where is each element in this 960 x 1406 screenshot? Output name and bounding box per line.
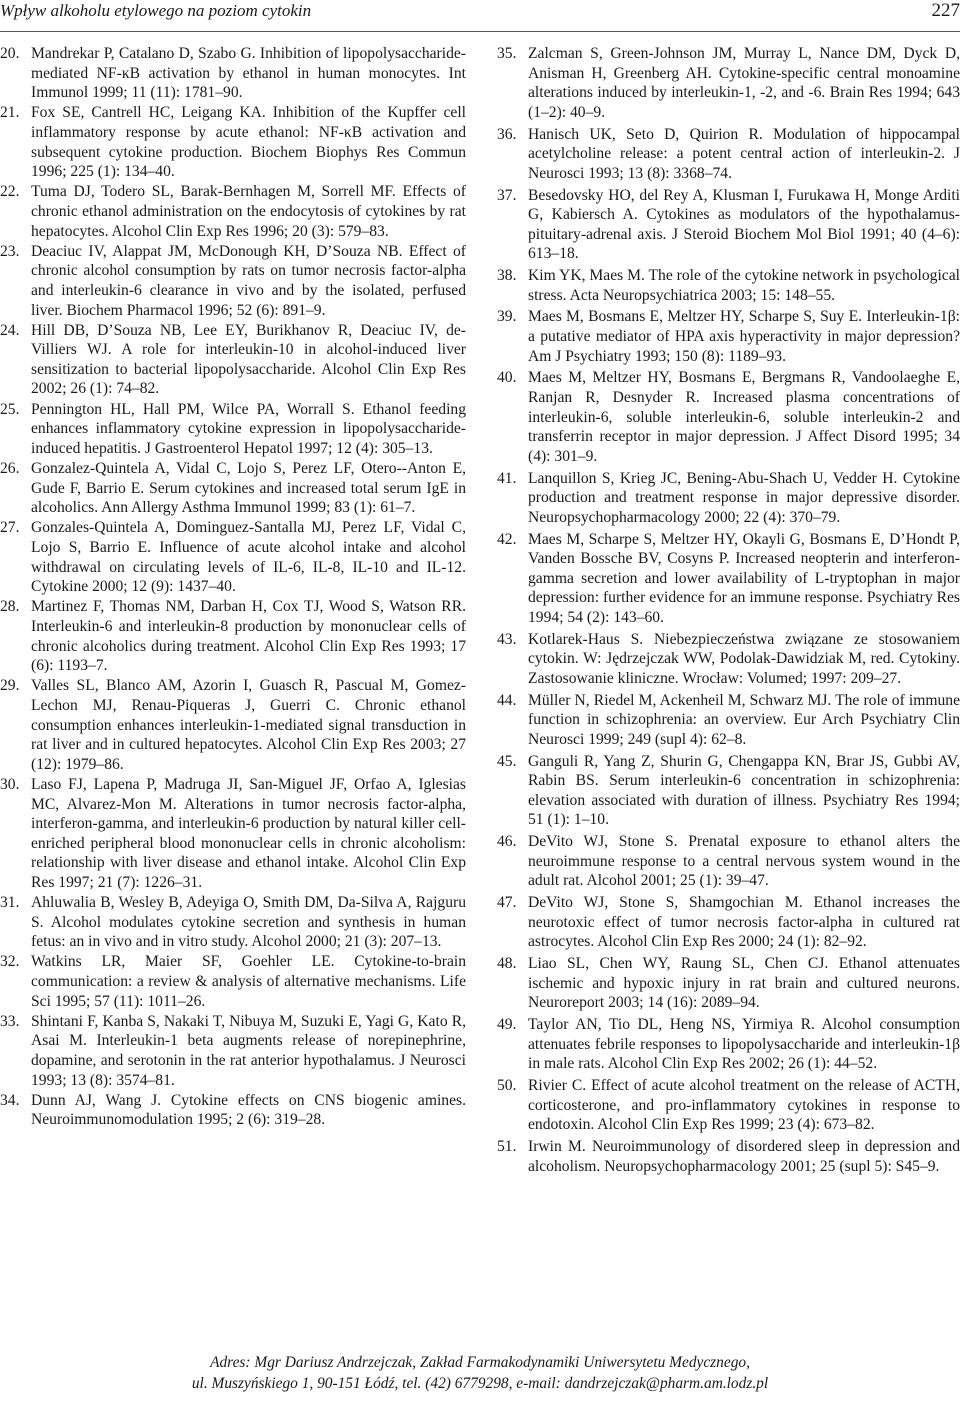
- reference-number: 38.: [497, 267, 517, 285]
- reference-item: [497, 266, 960, 305]
- reference-item: [497, 1137, 960, 1176]
- address-line-1: Adres: Mgr Dariusz Andrzejczak, Zakład Farmakodynamiki Uniwersytetu Medycznego,: [210, 1354, 750, 1371]
- reference-number: 41.: [497, 469, 517, 487]
- reference-text: Ahluwalia B, Wesley B, Adeyiga O, Smith DM, Da-Silva A, Rajguru S. Alcohol modulates cytokine secretion and synthesis in human fetus: an in vivo and in vitro study. Alcohol 2000; 21 (3): 207–13.: [31, 894, 466, 951]
- header-divider: [0, 31, 960, 32]
- reference-item: [0, 459, 466, 518]
- reference-item: [0, 597, 466, 675]
- reference-number: 24.: [0, 321, 20, 339]
- reference-text: Gonzalez-Quintela A, Vidal C, Lojo S, Perez LF, Otero--Anton E, Gude F, Barrio E. Serum cytokines and increased total serum IgE in alcoholics. Ann Allergy Asthma Immunol 1999; 83 (1): 61–7.: [31, 460, 466, 517]
- reference-number: 27.: [0, 519, 20, 537]
- reference-text: Tuma DJ, Todero SL, Barak-Bernhagen M, Sorrell MF. Effects of chronic ethanol administration on the endocytosis of cytokines by rat hepatocytes. Alcohol Clin Exp Res 1996; 20 (3): 579–83.: [31, 183, 466, 240]
- reference-number: 40.: [497, 369, 517, 387]
- reference-number: 42.: [497, 530, 517, 548]
- reference-text: Zalcman S, Green-Johnson JM, Murray L, Nance DM, Dyck D, Anisman H, Greenberg AH. Cytokine-specific central monoamine alterations induced by interleukin-1, -2, and -6. Brain Res 1994; 643 (1–2): 40–9.: [528, 45, 960, 121]
- reference-item: [497, 1076, 960, 1135]
- reference-item: [0, 44, 466, 103]
- reference-item: [497, 954, 960, 1013]
- reference-number: 44.: [497, 691, 517, 709]
- reference-text: Gonzales-Quintela A, Dominguez-Santalla MJ, Perez LF, Vidal C, Lojo S, Barrio E. Influence of acute alcohol intake and alcohol withdrawal on circulating levels of IL-6, IL-8, IL-10 and IL-12. Cytokine 2000; 12 (9): 1437–40.: [31, 519, 466, 596]
- reference-item: [0, 103, 466, 181]
- reference-item: [497, 530, 960, 628]
- reference-number: 21.: [0, 104, 20, 122]
- reference-item: [0, 400, 466, 459]
- reference-item: [497, 1015, 960, 1074]
- reference-item: [0, 1091, 466, 1130]
- reference-number: 47.: [497, 894, 517, 912]
- running-title: Wpływ alkoholu etylowego na poziom cytokin: [0, 1, 312, 20]
- reference-number: 51.: [497, 1138, 517, 1156]
- reference-number: 22.: [0, 183, 20, 201]
- reference-number: 43.: [497, 630, 517, 648]
- reference-text: Kim YK, Maes M. The role of the cytokine network in psychological stress. Acta Neuropsychiatrica 2003; 15: 148–55.: [528, 267, 960, 304]
- reference-number: 25.: [0, 400, 20, 418]
- reference-item: [497, 368, 960, 466]
- reference-number: 34.: [0, 1091, 20, 1109]
- reference-text: Maes M, Meltzer HY, Bosmans E, Bergmans R, Vandoolaeghe E, Ranjan R, Desnyder R. Increased plasma concentrations of interleukin-6, soluble interleukin-6, soluble interleukin-2 and transferrin receptor in major depression. J Affect Disord 1995; 34 (4): 301–9.: [528, 369, 960, 465]
- reference-item: [497, 307, 960, 366]
- reference-text: Pennington HL, Hall PM, Wilce PA, Worrall S. Ethanol feeding enhances inflammatory cytokine expression in lipopolysaccharide-induced hepatitis. J Gastroenterol Hepatol 1997; 12 (4): 305–13.: [31, 400, 466, 457]
- reference-item: [497, 630, 960, 689]
- reference-text: Shintani F, Kanba S, Nakaki T, Nibuya M, Suzuki E, Yagi G, Kato R, Asai M. Interleukin-1 beta augments release of norepinephrine, dopamine, and serotonin in the rat anterior hypothalamus. J Neurosci 1993; 13 (8): 3574–81.: [31, 1012, 466, 1089]
- reference-number: 49.: [497, 1016, 517, 1034]
- reference-number: 48.: [497, 955, 517, 973]
- reference-text: Lanquillon S, Krieg JC, Bening-Abu-Shach U, Vedder H. Cytokine production and treatment response in major depressive disorder. Neuropsychopharmacology 2000; 22 (4): 370–79.: [528, 469, 960, 526]
- reference-number: 31.: [0, 894, 20, 912]
- page-header: [0, 0, 960, 40]
- address-line-2: ul. Muszyńskiego 1, 90-151 Łódź, tel. (42) 6779298, e-mail: dandrzejczak@pharm.am.lodz.pl: [191, 1375, 769, 1392]
- reference-number: 26.: [0, 460, 20, 478]
- reference-item: [0, 518, 466, 596]
- reference-number: 20.: [0, 45, 20, 62]
- reference-number: 37.: [497, 186, 517, 204]
- reference-item: [0, 893, 466, 952]
- reference-text: Dunn AJ, Wang J. Cytokine effects on CNS biogenic amines. Neuroimmunomodulation 1995; 2 (6): 319–28.: [31, 1091, 466, 1129]
- reference-number: 33.: [0, 1012, 20, 1030]
- reference-number: 39.: [497, 308, 517, 326]
- reference-text: Kotlarek-Haus S. Niebezpieczeństwa związane ze stosowaniem cytokin. W: Jędrzejczak WW, Podolak-Dawidziak M, red. Cytokiny. Zastosowanie kliniczne. Wrocław: Volumed; 1997: 209–27.: [528, 630, 960, 687]
- reference-number: 46.: [497, 833, 517, 851]
- reference-number: 32.: [0, 953, 20, 971]
- reference-number: 23.: [0, 242, 20, 260]
- reference-text: DeVito WJ, Stone S. Prenatal exposure to ethanol alters the neuroimmune response to a central nervous system wound in the adult rat. Alcohol 2001; 25 (1): 39–47.: [528, 833, 960, 890]
- reference-item: [0, 775, 466, 893]
- reference-text: Watkins LR, Maier SF, Goehler LE. Cytokine-to-brain communication: a review & analysis of alternative mechanisms. Life Sci 1995; 57 (11): 1011–26.: [31, 953, 466, 1010]
- reference-text: Maes M, Scharpe S, Meltzer HY, Okayli G, Bosmans E, D’Hondt P, Vanden Bossche BV, Cosyns P. Increased neopterin and interferon-gamma secretion and lower availability of L-tryptophan in major depression: further evidence for an immune response. Psychiatry Res 1994; 54 (2): 143–60.: [528, 530, 960, 626]
- reference-number: 35.: [497, 45, 517, 62]
- reference-item: [0, 242, 466, 320]
- reference-text: Deaciuc IV, Alappat JM, McDonough KH, D’Souza NB. Effect of chronic alcohol consumption by rats on tumor necrosis factor-alpha and interleukin-6 clearance in vivo and by the isolated, perfused liver. Biochem Pharmacol 1996; 52 (6): 891–9.: [31, 242, 466, 319]
- references-column-right: [497, 44, 960, 1178]
- reference-text: Hill DB, D’Souza NB, Lee EY, Burikhanov R, Deaciuc IV, de-Villiers WJ. A role for interleukin-10 in alcohol-induced liver sensitization to bacterial lipopolysaccharide. Alcohol Clin Exp Res 2002; 26 (1): 74–82.: [31, 321, 466, 398]
- reference-item: [0, 321, 466, 399]
- reference-item: [0, 676, 466, 774]
- reference-item: [0, 1012, 466, 1090]
- reference-text: Mandrekar P, Catalano D, Szabo G. Inhibition of lipopolysaccharide-mediated NF-ĸB activation by ethanol in human monocytes. Int Immunol 1999; 11 (11): 1781–90.: [31, 45, 466, 102]
- reference-text: Taylor AN, Tio DL, Heng NS, Yirmiya R. Alcohol consumption attenuates febrile responses to lipopolysaccharide and interleukin-1β in male rats. Alcohol Clin Exp Res 2002; 26 (1): 44–52.: [528, 1016, 960, 1073]
- reference-item: [497, 691, 960, 750]
- reference-text: Fox SE, Cantrell HC, Leigang KA. Inhibition of the Kupffer cell inflammatory response by acute ethanol: NF-κB activation and subsequent cytokine production. Biochem Biophys Res Commun 1996; 225 (1): 134–40.: [31, 104, 466, 181]
- reference-item: [497, 125, 960, 184]
- reference-item: [497, 752, 960, 830]
- reference-item: [497, 44, 960, 122]
- reference-item: [0, 952, 466, 1011]
- reference-number: 50.: [497, 1077, 517, 1095]
- reference-text: Ganguli R, Yang Z, Shurin G, Chengappa KN, Brar JS, Gubbi AV, Rabin BS. Serum interleukin-6 concentration in schizophrenia: elevation associated with duration of illness. Psychiatry Res 1994; 51 (1): 1–10.: [528, 752, 960, 829]
- reference-item: [497, 893, 960, 952]
- correspondence-address: [0, 1352, 960, 1394]
- reference-number: 45.: [497, 752, 517, 770]
- reference-text: Rivier C. Effect of acute alcohol treatment on the release of ACTH, corticosterone, and pro-inflammatory cytokines in response to endotoxin. Alcohol Clin Exp Res 1999; 23 (4): 673–82.: [528, 1077, 960, 1134]
- page-number: 227: [931, 0, 960, 21]
- reference-item: [497, 469, 960, 528]
- reference-text: DeVito WJ, Stone S, Shamgochian M. Ethanol increases the neurotoxic effect of tumor necrosis factor-alpha in cultured rat astrocytes. Alcohol Clin Exp Res 2000; 24 (1): 82–92.: [528, 894, 960, 951]
- reference-item: [497, 832, 960, 891]
- reference-text: Martinez F, Thomas NM, Darban H, Cox TJ, Wood S, Watson RR. Interleukin-6 and interleukin-8 production by mononuclear cells of chronic alcoholics during treatment. Alcohol Clin Exp Res 1993; 17 (6): 1193–7.: [31, 598, 466, 675]
- reference-text: Laso FJ, Lapena P, Madruga JI, San-Miguel JF, Orfao A, Iglesias MC, Alvarez-Mon M. Alterations in tumor necrosis factor-alpha, interferon-gamma, and interleukin-6 production by natural killer cell-enriched peripheral blood mononuclear cells in chronic alcoholism: relationship with liver disease and ethanol intake. Alcohol Clin Exp Res 1997; 21 (7): 1226–31.: [31, 775, 466, 891]
- reference-item: [0, 182, 466, 241]
- reference-number: 29.: [0, 677, 20, 695]
- references-column-left: [0, 44, 466, 1131]
- reference-text: Müller N, Riedel M, Ackenheil M, Schwarz MJ. The role of immune function in schizophrenia: an overview. Eur Arch Psychiatry Clin Neurosci 1999; 249 (supl 4): 62–8.: [528, 691, 960, 748]
- reference-text: Maes M, Bosmans E, Meltzer HY, Scharpe S, Suy E. Interleukin-1β: a putative mediator of HPA axis hyperactivity in major depression? Am J Psychiatry 1993; 150 (8): 1189–93.: [528, 308, 960, 365]
- reference-number: 30.: [0, 775, 20, 793]
- reference-item: [497, 186, 960, 264]
- reference-number: 36.: [497, 125, 517, 143]
- reference-text: Valles SL, Blanco AM, Azorin I, Guasch R, Pascual M, Gomez-Lechon MJ, Renau-Piqueras J, Guerri C. Chronic ethanol consumption enhances interleukin-1-mediated signal transduction in rat liver and in cultured hepatocytes. Alcohol Clin Exp Res 2003; 27 (12): 1979–86.: [31, 677, 466, 773]
- reference-text: Liao SL, Chen WY, Raung SL, Chen CJ. Ethanol attenuates ischemic and hypoxic injury in rat brain and cultured neurons. Neuroreport 2003; 14 (16): 2089–94.: [528, 955, 960, 1012]
- reference-text: Irwin M. Neuroimmunology of disordered sleep in depression and alcoholism. Neuropsychopharmacology 2001; 25 (supl 5): S45–9.: [528, 1138, 960, 1175]
- reference-number: 28.: [0, 598, 20, 616]
- reference-text: Besedovsky HO, del Rey A, Klusman I, Furukawa H, Monge Arditi G, Kabiersch A. Cytokines as modulators of the hypothalamus-pituitary-adrenal axis. J Steroid Biochem Mol Biol 1991; 40 (4–6): 613–18.: [528, 186, 960, 263]
- reference-text: Hanisch UK, Seto D, Quirion R. Modulation of hippocampal acetylcholine release: a potent central action of interleukin-2. J Neurosci 1993; 13 (8): 3368–74.: [528, 125, 960, 182]
